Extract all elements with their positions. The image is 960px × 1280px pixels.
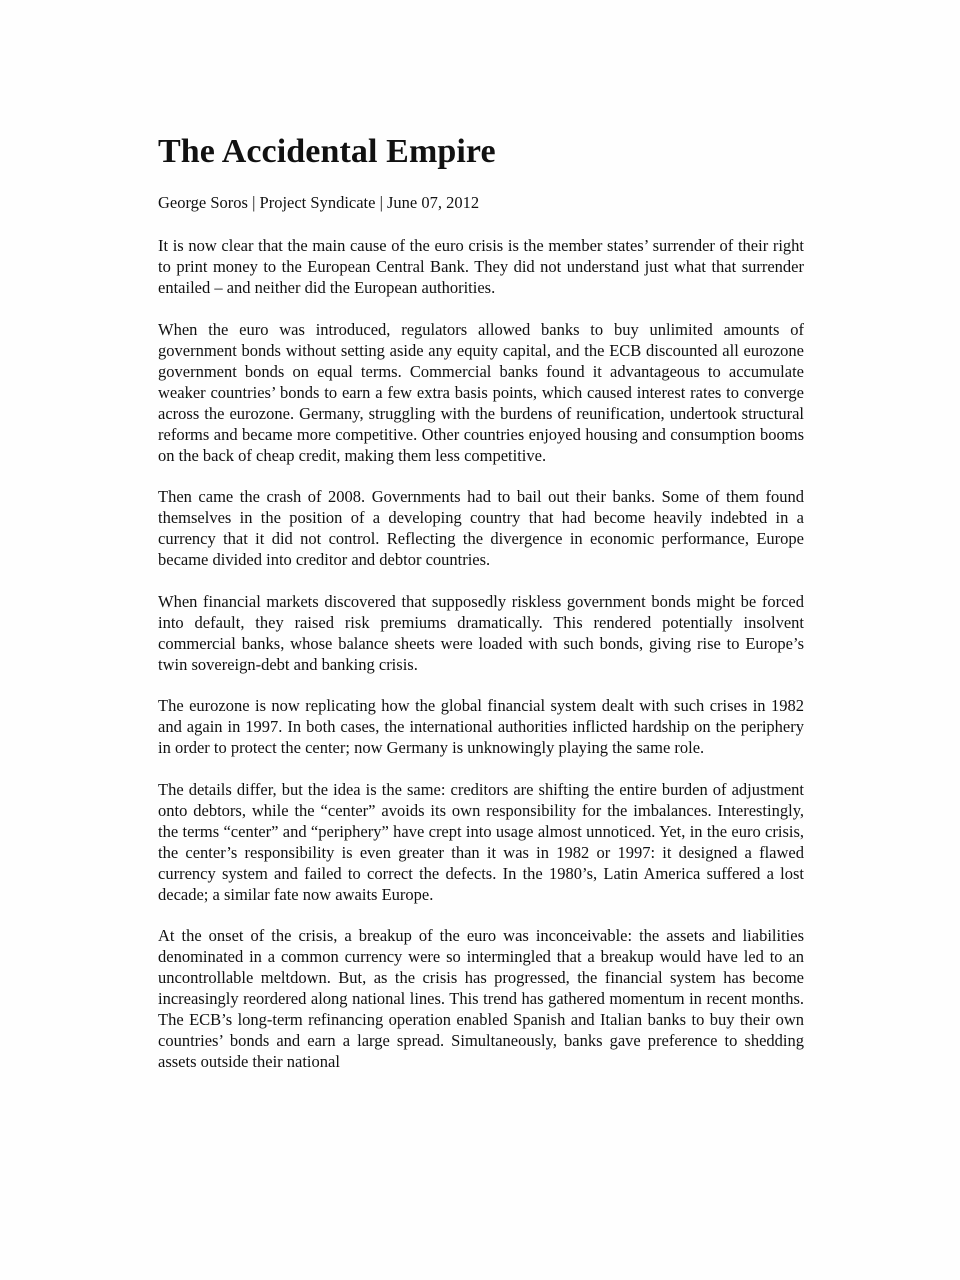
article-body xyxy=(158,235,804,1072)
paragraph: When financial markets discovered that supposedly riskless government bonds might be forced into default, they raised risk premiums dramatically. This rendered potentially insolvent commercial banks, whose balance sheets were loaded with such bonds, giving rise to Europe’s twin sovereign-debt and banking crisis. xyxy=(158,591,804,674)
article-byline: George Soros | Project Syndicate | June 07, 2012 xyxy=(158,193,480,212)
article xyxy=(158,130,804,1093)
article-title: The Accidental Empire xyxy=(158,133,496,170)
paragraph: It is now clear that the main cause of the euro crisis is the member states’ surrender of their right to print money to the European Central Bank. They did not understand just what that surrender entailed – and neither did the European authorities. xyxy=(158,236,804,297)
paragraph: The details differ, but the idea is the same: creditors are shifting the entire burden of adjustment onto debtors, while the “center” avoids its own responsibility for the imbalances. Interestingly, the terms “center” and “periphery” have crept into usage almost unnoticed. Yet, in the euro crisis, the center’s responsibility is even greater than it was in 1982 or 1997: it designed a flawed currency system and failed to correct the defects. In the 1980’s, Latin America suffered a lost decade; a similar fate now awaits Europe. xyxy=(158,779,804,904)
paragraph: Then came the crash of 2008. Governments had to bail out their banks. Some of them found themselves in the position of a developing country that had become heavily indebted in a currency that it did not control. Reflecting the divergence in economic performance, Europe became divided into creditor and debtor countries. xyxy=(158,487,804,569)
paragraph: When the euro was introduced, regulators allowed banks to buy unlimited amounts of government bonds without setting aside any equity capital, and the ECB discounted all eurozone government bonds on equal terms. Commercial banks found it advantageous to accumulate weaker countries’ bonds to earn a few extra basis points, which caused interest rates to converge across the eurozone. Germany, struggling with the burdens of reunification, undertook structural reforms and became more competitive. Other countries enjoyed housing and consumption booms on the back of cheap credit, making them less competitive. xyxy=(158,319,804,465)
paragraph: At the onset of the crisis, a breakup of the euro was inconceivable: the assets and liabilities denominated in a common currency were so intermingled that a breakup would have led to an uncontrollable meltdown. But, as the crisis has progressed, the financial system has become increasingly reordered along national lines. This trend has gathered momentum in recent months. The ECB’s long-term refinancing operation enabled Spanish and Italian banks to buy their own countries’ bonds and earn a large spread. Simultaneously, banks gave preference to shedding assets outside their national xyxy=(158,926,804,1071)
paragraph: The eurozone is now replicating how the global financial system dealt with such crises in 1982 and again in 1997. In both cases, the international authorities inflicted hardship on the periphery in order to protect the center; now Germany is unknowingly playing the same role. xyxy=(158,696,804,757)
